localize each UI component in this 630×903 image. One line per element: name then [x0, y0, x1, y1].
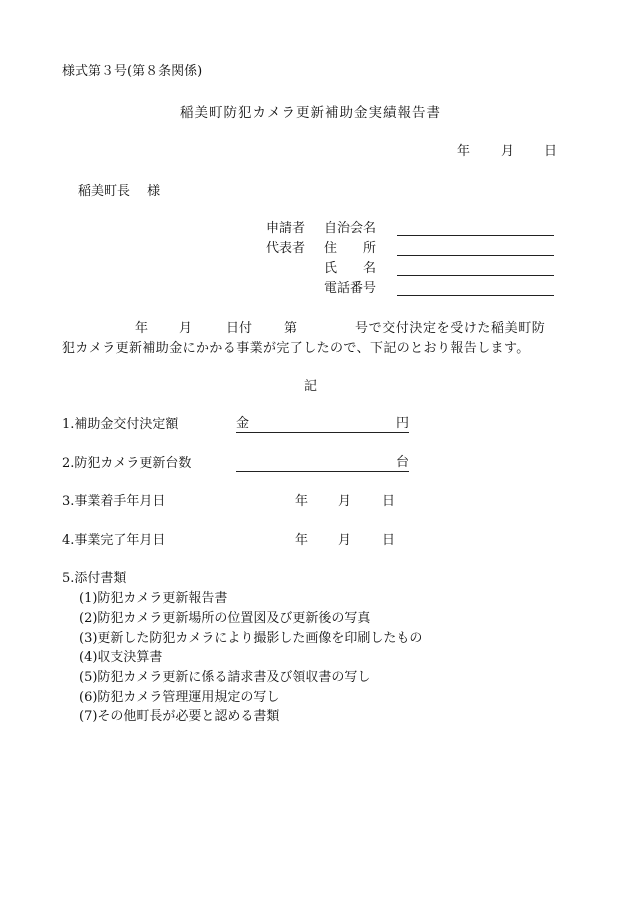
attachment-item: (6)防犯カメラ管理運用規定の写し: [79, 690, 280, 705]
body-year: 年: [135, 321, 149, 336]
grant-amount-label: 1.補助金交付決定額: [62, 417, 179, 432]
association-name-label: 自治会名: [324, 221, 377, 236]
addressee: 稲美町長 様: [78, 184, 161, 199]
completion-date-month: 月: [338, 533, 352, 548]
body-line2-text: 犯カメラ更新補助金にかかる事業が完了したので、下記のとおり報告します。: [62, 341, 530, 356]
applicant-role-label: 申請者: [266, 221, 306, 236]
phone-label: 電話番号: [324, 281, 377, 296]
camera-count-label: 2.防犯カメラ更新台数: [62, 456, 192, 471]
name-label: 氏 名: [324, 261, 377, 276]
start-date-year: 年: [295, 494, 309, 509]
attachment-item: (2)防犯カメラ更新場所の位置図及び更新後の写真: [79, 611, 371, 626]
grant-amount-field[interactable]: [236, 416, 409, 433]
address-label: 住 所: [324, 241, 377, 256]
start-date-label: 3.事業着手年月日: [62, 494, 166, 509]
association-name-field[interactable]: [397, 220, 554, 236]
document-title: 稲美町防犯カメラ更新補助金実績報告書: [180, 105, 441, 121]
date-year: 年: [457, 144, 471, 159]
date-month: 月: [501, 144, 515, 159]
attachment-item: (1)防犯カメラ更新報告書: [79, 591, 228, 606]
completion-date-day: 日: [382, 533, 396, 548]
name-field[interactable]: [397, 260, 554, 276]
date-day: 日: [544, 144, 558, 159]
camera-count-field[interactable]: [236, 455, 409, 472]
completion-date-year: 年: [295, 533, 309, 548]
attachment-item: (3)更新した防犯カメラにより撮影した画像を印刷したもの: [79, 631, 423, 646]
attachments-label: 5.添付書類: [62, 571, 127, 586]
body-line1-text: 号で交付決定を受けた稲美町防: [355, 321, 546, 336]
start-date-day: 日: [382, 494, 396, 509]
ki-heading: 記: [304, 379, 318, 394]
grant-amount-prefix: 金: [236, 416, 250, 431]
camera-count-suffix: 台: [395, 455, 409, 470]
attachment-item: (4)収支決算書: [79, 650, 163, 665]
grant-amount-suffix: 円: [395, 416, 409, 431]
representative-role-label: 代表者: [266, 241, 306, 256]
phone-field[interactable]: [397, 280, 554, 296]
form-number: 様式第３号(第８条関係): [62, 64, 203, 79]
attachment-item: (7)その他町長が必要と認める書類: [79, 709, 280, 724]
body-number-prefix: 第: [284, 321, 298, 336]
completion-date-label: 4.事業完了年月日: [62, 533, 166, 548]
attachment-item: (5)防犯カメラ更新に係る請求書及び領収書の写し: [79, 670, 371, 685]
body-date: 日付: [226, 321, 253, 336]
address-field[interactable]: [397, 240, 554, 256]
start-date-month: 月: [338, 494, 352, 509]
body-month: 月: [179, 321, 193, 336]
